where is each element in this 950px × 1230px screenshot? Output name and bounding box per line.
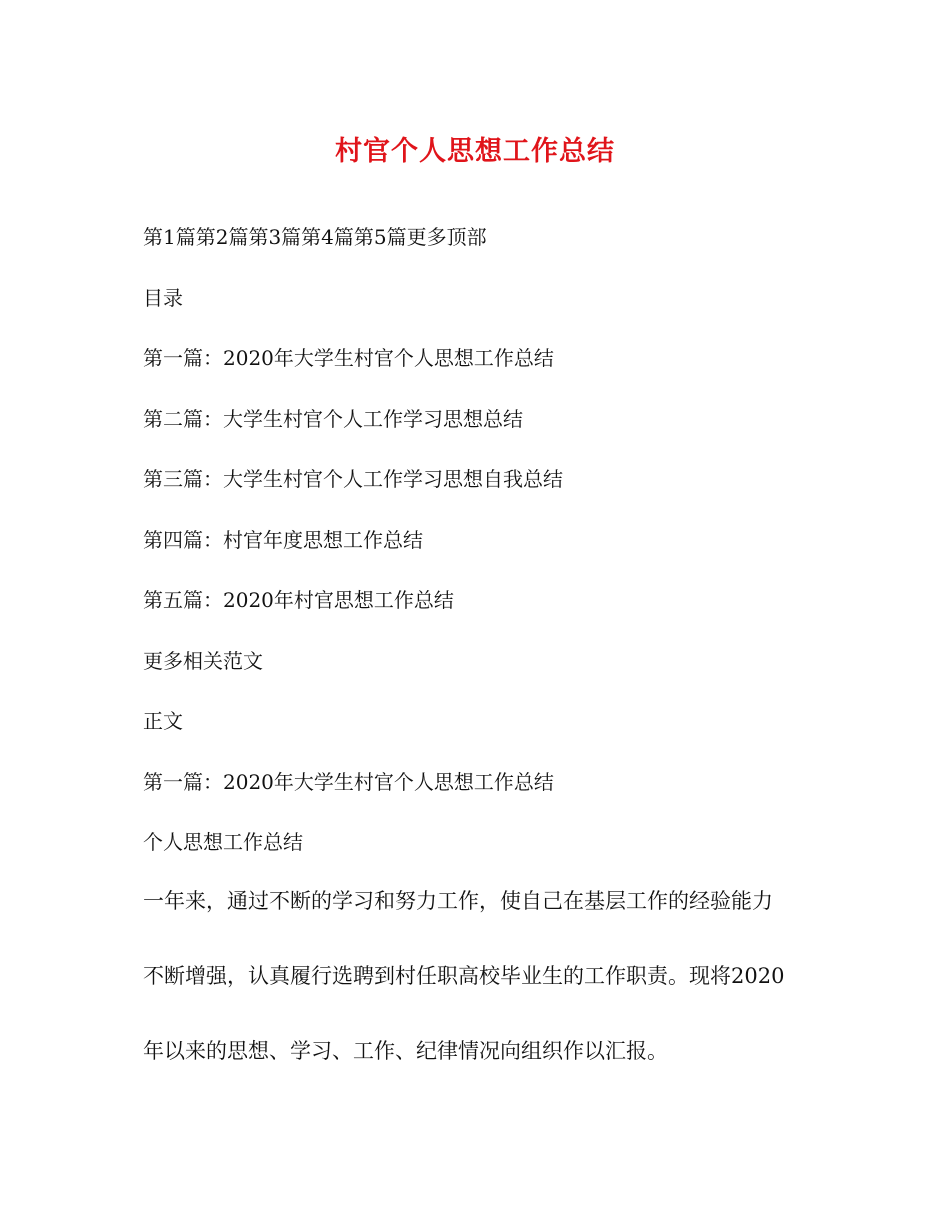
body-heading: 正文	[143, 709, 183, 733]
section-nav[interactable]: 第1篇第2篇第3篇第4篇第5篇更多顶部	[143, 225, 487, 249]
toc-item-1[interactable]: 第一篇：2020年大学生村官个人思想工作总结	[143, 346, 554, 370]
paragraph-line-1: 一年来，通过不断的学习和努力工作，使自己在基层工作的经验能力	[143, 889, 773, 913]
toc-heading: 目录	[143, 286, 183, 310]
toc-item-3[interactable]: 第三篇：大学生村官个人工作学习思想自我总结	[143, 467, 563, 491]
toc-item-5[interactable]: 第五篇：2020年村官思想工作总结	[143, 588, 454, 612]
paragraph-line-2: 不断增强，认真履行选聘到村任职高校毕业生的工作职责。现将2020	[143, 964, 785, 988]
paragraph-line-3: 年以来的思想、学习、工作、纪律情况向组织作以汇报。	[143, 1039, 668, 1063]
more-related-link[interactable]: 更多相关范文	[143, 649, 263, 673]
toc-item-4[interactable]: 第四篇：村官年度思想工作总结	[143, 528, 423, 552]
toc-item-2[interactable]: 第二篇：大学生村官个人工作学习思想总结	[143, 407, 523, 431]
document-title: 村官个人思想工作总结	[335, 136, 615, 167]
section-subtitle: 个人思想工作总结	[143, 830, 303, 854]
section-title: 第一篇：2020年大学生村官个人思想工作总结	[143, 770, 554, 794]
